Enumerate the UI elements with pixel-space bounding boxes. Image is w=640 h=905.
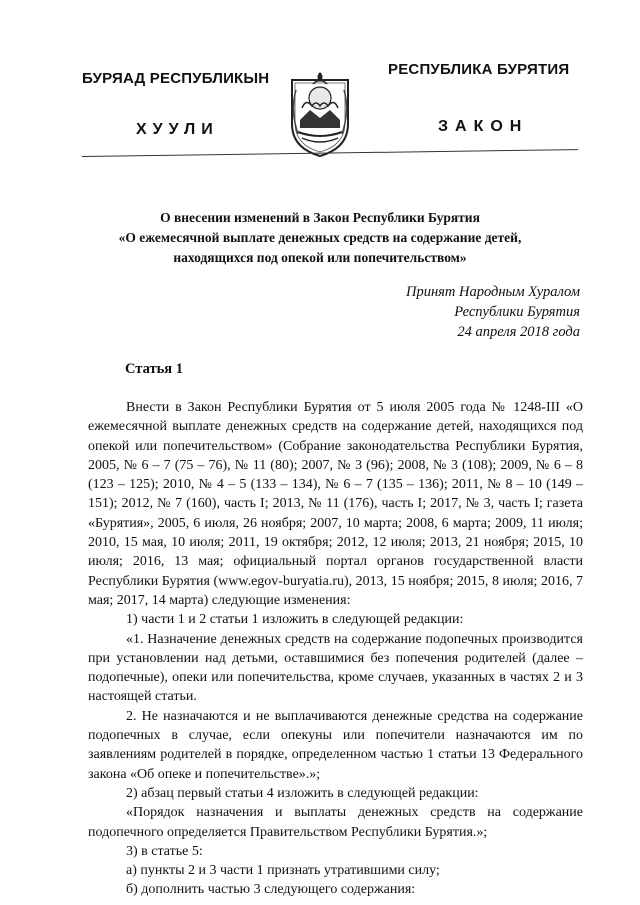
paragraph: 2) абзац первый статьи 4 изложить в следующей редакции: (126, 785, 479, 801)
coat-of-arms-emblem (286, 70, 354, 158)
paragraph: Внести в Закон Республики Бурятия от 5 июля 2005 года № 1248-III «О ежемесячной выплате денежных средств на содержание детей, находящихся под опекой или попечительством» (Собрание законодательства Республики Бурятия, 2005, № 6 – 7 (75 – 76), № 11 (80); 2007, № 3 (96); 2008, № 3 (108); 2009, № 6 – 8 (123 – 125); 2010, № 4 – 5 (133 – 134), № 6 – 7 (135 – 136); 2011, № 8 – 10 (149 – 151); 2012, № 7 (160), часть I; 2013, № 11 (176), часть I; 2017, № 3, часть I; газета «Бурятия», 2005, 6 июля, 26 ноября; 2007, 10 марта; 2008, 6 марта; 2009, 11 июля; 2010, 15 мая, 10 июля; 2011, 19 октября; 2012, 12 июля; 2013, 21 ноября; 2015, 10 июля; 2016, 13 мая; официальный портал органов государственной власти Республики Бурятия (www.egov-buryatia.ru), 2013, 15 ноября; 2015, 8 июля; 2016, 7 мая; 2017, 14 марта) следующие изменения: (88, 400, 583, 608)
law-title-line: О внесении изменений в Закон Республики Бурятия (160, 210, 480, 225)
paragraph: 2. Не назначаются и не выплачиваются денежные средства на содержание подопечных в случае, если опекуны или попечители назначаются им по заявлениям родителей в порядке, определенном частью 1 статьи 13 Федерального закона «Об опеке и попечительстве».»; (88, 708, 583, 782)
article-heading: Статья 1 (125, 361, 183, 377)
header-buryat-law-label: ХУУЛИ (136, 121, 219, 138)
paragraph: б) дополнить частью 3 следующего содержания: (126, 882, 416, 898)
paragraph: «1. Назначение денежных средств на содержание подопечных производится при установлении над детьми, оставшимися без попечения родителей (далее – подопечные), опеки или попечительства, кроме случаев, указанных в частях 2 и 3 настоящей статьи. (88, 631, 583, 705)
law-title-line: находящихся под опекой или попечительством» (173, 250, 467, 265)
paragraph: 1) части 1 и 2 статьи 1 изложить в следующей редакции: (126, 612, 464, 628)
header-buryat-republic: БУРЯАД РЕСПУБЛИКЫН (82, 70, 270, 87)
law-title-line: «О ежемесячной выплате денежных средств на содержание детей, (118, 230, 522, 245)
article-body (88, 398, 583, 900)
paragraph: а) пункты 2 и 3 части 1 признать утратившими силу; (126, 863, 440, 879)
header-russian-republic: РЕСПУБЛИКА БУРЯТИЯ (388, 61, 570, 78)
adoption-note (406, 282, 580, 342)
paragraph: «Порядок назначения и выплаты денежных средств на содержание подопечного определяется Правительством Республики Бурятия.»; (88, 805, 583, 840)
paragraph: 3) в статье 5: (126, 843, 203, 859)
adoption-note-line: Принят Народным Хуралом (405, 284, 580, 300)
law-title (70, 208, 570, 268)
adoption-note-date: 24 апреля 2018 года (457, 324, 580, 340)
adoption-note-line: Республики Бурятия (454, 304, 580, 320)
header-russian-law-label: ЗАКОН (438, 118, 529, 135)
